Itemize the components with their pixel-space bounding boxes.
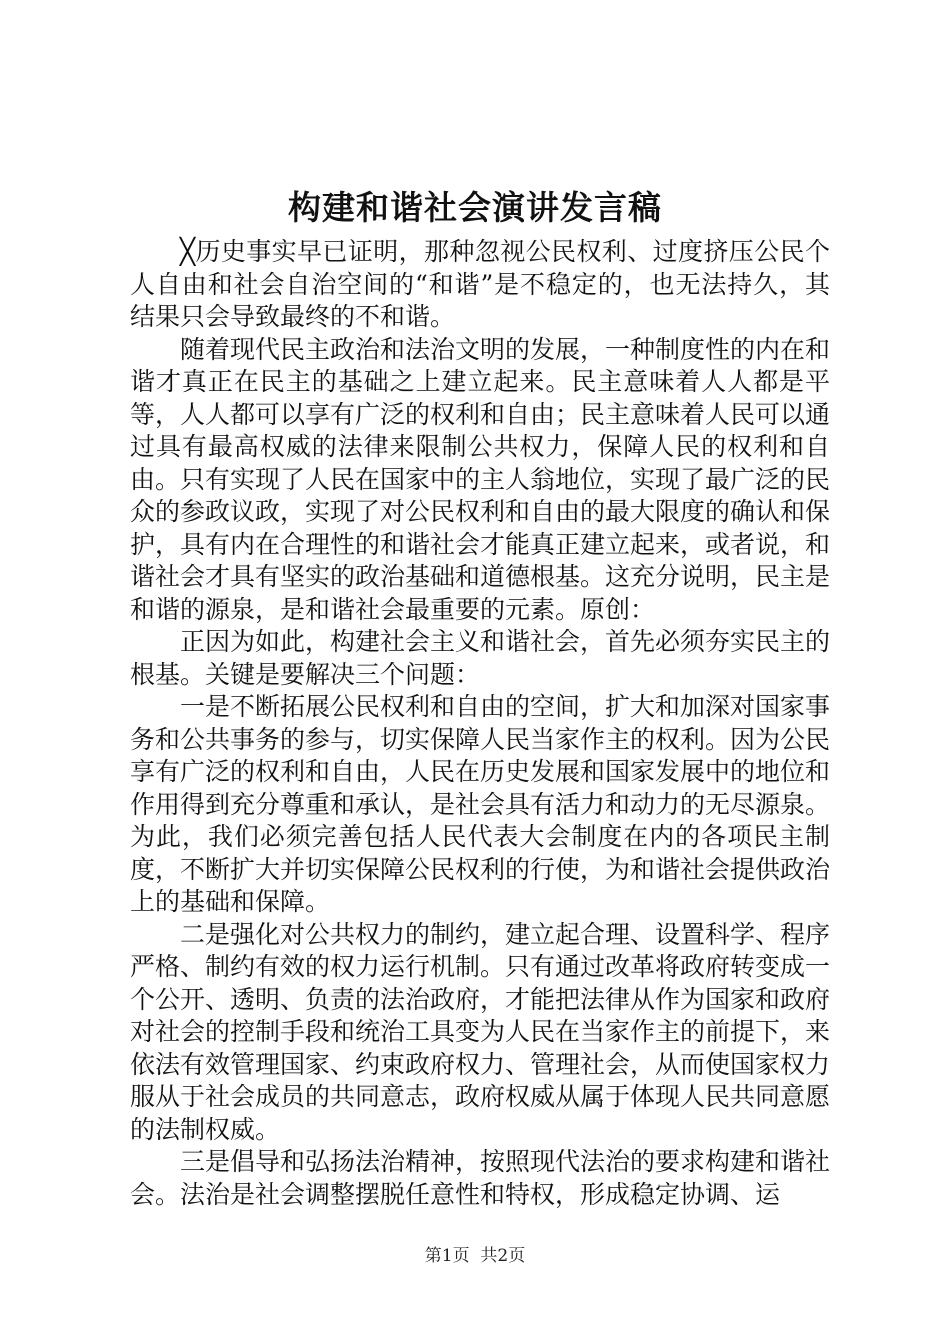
paragraph-3: 正因为如此，构建社会主义和谐社会，首先必须夯实民主的根基。关键是要解决三个问题：	[130, 627, 831, 689]
paragraph-6: 三是倡导和弘扬法治精神，按照现代法治的要求构建和谐社会。法治是社会调整摆脱任意性和特权，形成稳定协调、运	[130, 1147, 831, 1209]
paragraph-2: 随着现代民主政治和法治文明的发展，一种制度性的内在和谐才真正在民主的基础之上建立起来。民主意味着人人都是平等，人人都可以享有广泛的权利和自由；民主意味着人民可以通过具有最高权威的法律来限制公共权力，保障人民的权利和自由。只有实现了人民在国家中的主人翁地位，实现了最广泛的民众的参政议政，实现了对公民权利和自由的最大限度的确认和保护，具有内在合理性的和谐社会才能真正建立起来，或者说，和谐社会才具有坚实的政治基础和道德根基。这充分说明，民主是和谐的源泉，是和谐社会最重要的元素。原创：	[130, 334, 831, 624]
paragraph-5: 二是强化对公共权力的制约，建立起合理、设置科学、程序严格、制约有效的权力运行机制。只有通过改革将政府转变成一个公开、透明、负责的法治政府，才能把法律从作为国家和政府对社会的控制手段和统治工具变为人民在当家作主的前提下，来依法有效管理国家、约束政府权力、管理社会，从而使国家权力服从于社会成员的共同意志，政府权威从属于体现人民共同意愿的法制权威。	[130, 919, 831, 1144]
document-title: 构建和谐社会演讲发言稿	[288, 188, 662, 227]
page-number-label: 第1页 共2页	[424, 1246, 526, 1266]
paragraph-4: 一是不断拓展公民权利和自由的空间，扩大和加深对国家事务和公共事务的参与，切实保障人民当家作主的权利。因为公民享有广泛的权利和自由，人民在历史发展和国家发展中的地位和作用得到充分尊重和承认，是社会具有活力和动力的无尽源泉。为此，我们必须完善包括人民代表大会制度在内的各项民主制度，不断扩大并切实保障公民权利的行使，为和谐社会提供政治上的基础和保障。	[130, 692, 831, 916]
paragraph-1: ╳历史事实早已证明，那种忽视公民权利、过度挤压公民个人自由和社会自治空间的“和谐”是不稳定的，也无法持久，其结果只会导致最终的不和谐。	[130, 237, 830, 331]
page-footer	[0, 1244, 950, 1268]
document-body	[130, 236, 830, 1211]
